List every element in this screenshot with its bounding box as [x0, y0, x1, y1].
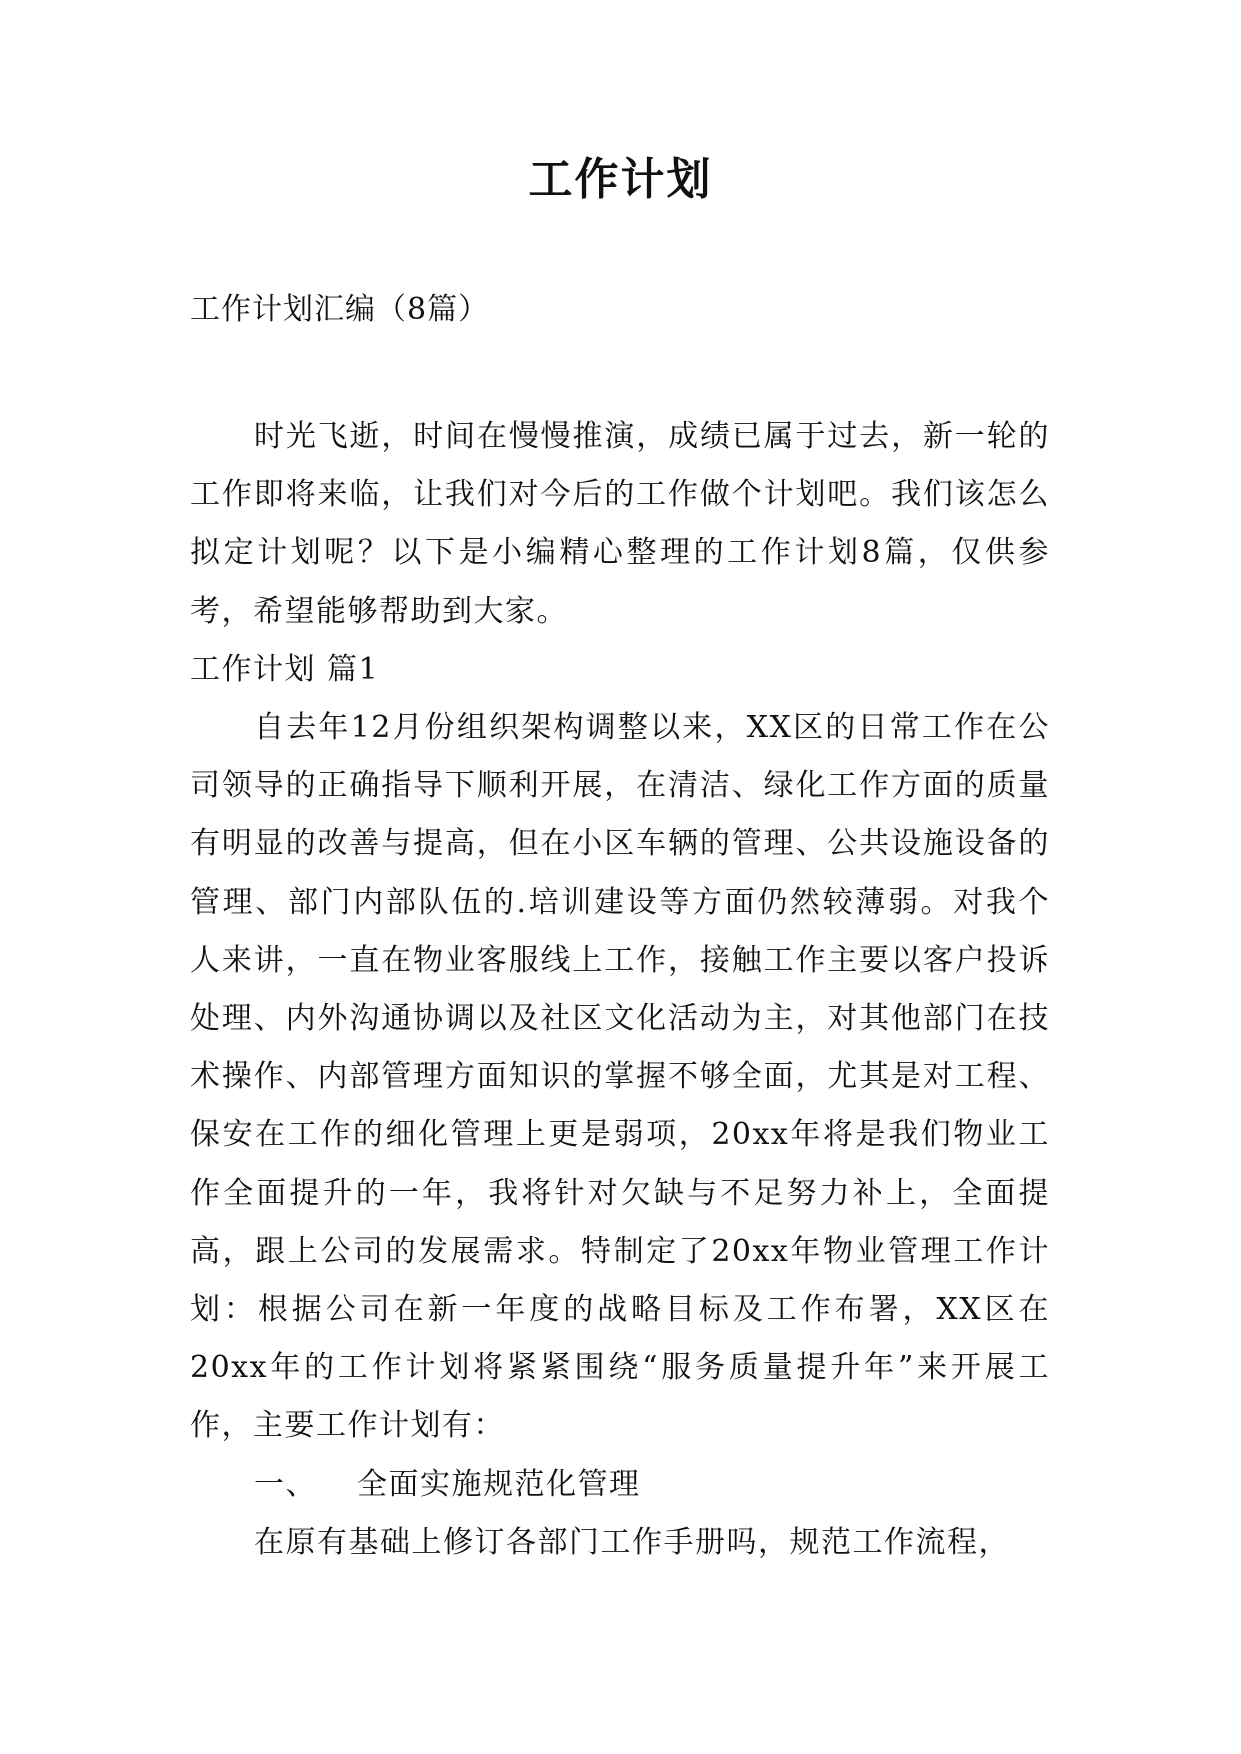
- document-body: [190, 408, 1050, 1572]
- body-paragraph: 在原有基础上修订各部门工作手册吗，规范工作流程，: [254, 1524, 1010, 1560]
- section-heading: 工作计划 篇1: [190, 651, 380, 687]
- document-subtitle: 工作计划汇编（8篇）: [190, 292, 490, 327]
- list-item-title: 全面实施规范化管理: [357, 1466, 641, 1502]
- body-paragraph: 自去年12月份组织架构调整以来，XX区的日常工作在公司领导的正确指导下顺利开展，在清洁、绿化工作方面的质量有明显的改善与提高，但在小区车辆的管理、公共设施设备的管理、部门内部队伍的.培训建设等方面仍然较薄弱。对我个人来讲，一直在物业客服线上工作，接触工作主要以客户投诉处理、内外沟通协调以及社区文化活动为主，对其他部门在技术操作、内部管理方面知识的掌握不够全面，尤其是对工程、保安在工作的细化管理上更是弱项，20xx年将是我们物业工作全面提升的一年，我将针对欠缺与不足努力补上，全面提高，跟上公司的发展需求。特制定了20xx年物业管理工作计划：根据公司在新一年度的战略目标及工作布署，XX区在20xx年的工作计划将紧紧围绕“服务质量提升年”来开展工作，主要工作计划有：: [190, 710, 1050, 1444]
- list-item-number: 一、: [254, 1466, 317, 1502]
- list-item-heading: [190, 1456, 1050, 1514]
- intro-paragraph: 时光飞逝，时间在慢慢推演，成绩已属于过去，新一轮的工作即将来临，让我们对今后的工作做个计划吧。我们该怎么拟定计划呢？以下是小编精心整理的工作计划8篇，仅供参考，希望能够帮助到大家。: [190, 419, 1050, 629]
- document-title: 工作计划: [528, 154, 713, 205]
